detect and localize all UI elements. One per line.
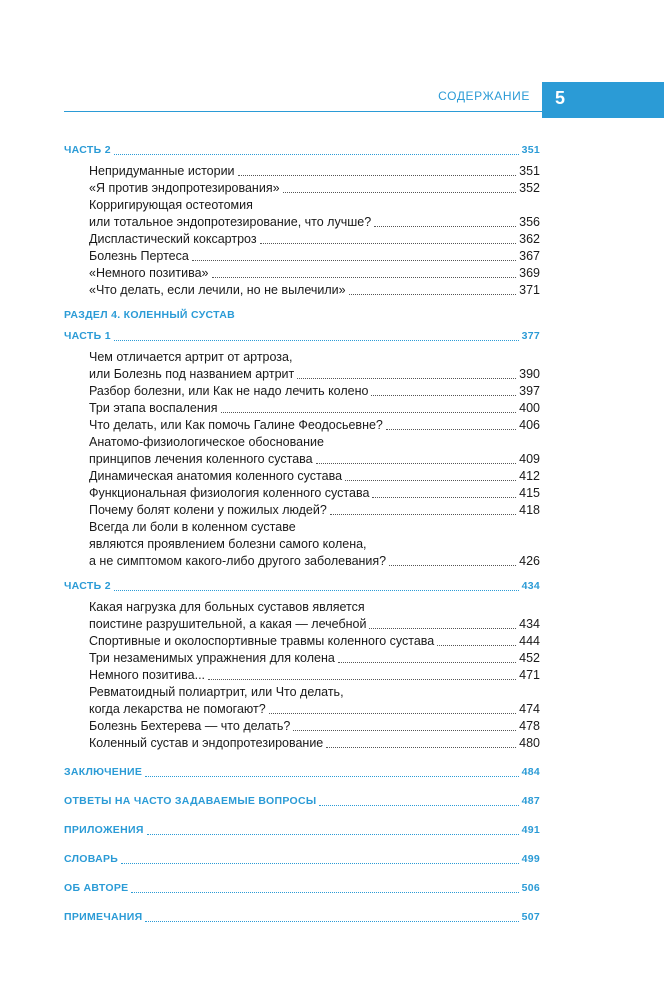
chapter-title: ПРИЛОЖЕНИЯ (64, 824, 144, 836)
dot-leader (297, 378, 516, 379)
entry-page: 434 (519, 617, 540, 631)
toc-entry[interactable] (64, 282, 540, 299)
chapter-page: 507 (521, 911, 540, 923)
toc-chapter-glossary[interactable] (64, 851, 540, 868)
entry-page: 390 (519, 367, 540, 381)
toc-part-2[interactable] (64, 578, 540, 595)
toc-entry[interactable] (64, 701, 540, 718)
entry-title: «Что делать, если лечили, но не вылечили» (89, 283, 346, 297)
entry-title: Три незаменимых упражнения для колена (89, 651, 335, 665)
entry-page: 371 (519, 283, 540, 297)
entry-title: а не симптомом какого-либо другого заболевания? (89, 554, 387, 568)
dot-leader (369, 628, 516, 629)
dot-leader (238, 175, 517, 176)
chapter-page: 491 (521, 824, 540, 836)
toc-entry[interactable] (64, 650, 540, 667)
toc-entry[interactable] (64, 180, 540, 197)
entry-title-line: Ревматоидный полиартрит, или Что делать, (89, 685, 344, 699)
dot-leader (326, 747, 516, 748)
dot-leader (121, 863, 518, 864)
toc-entry[interactable] (64, 417, 540, 434)
entry-title: Непридуманные истории (89, 164, 235, 178)
entry-page: 418 (519, 503, 540, 517)
entry-title: Болезнь Бехтерева — что делать? (89, 719, 291, 733)
entry-title: или Болезнь под названием артрит (89, 367, 295, 381)
entry-title: Диспластический коксартроз (89, 232, 257, 246)
chapter-title: ПРИМЕЧАНИЯ (64, 911, 143, 923)
page-number: 5 (555, 88, 566, 108)
dot-leader (349, 294, 517, 295)
entry-page: 351 (519, 164, 540, 178)
entry-page: 362 (519, 232, 540, 246)
dot-leader (389, 565, 516, 566)
part-page: 377 (521, 330, 540, 342)
toc-entry[interactable] (64, 553, 540, 570)
dot-leader (260, 243, 517, 244)
dot-leader (114, 154, 519, 155)
toc-part-2[interactable] (64, 142, 540, 159)
toc-entry[interactable] (64, 214, 540, 231)
toc-entry[interactable] (64, 383, 540, 400)
toc-entry[interactable] (64, 366, 540, 383)
entry-page: 471 (519, 668, 540, 682)
entry-title: Динамическая анатомия коленного сустава (89, 469, 343, 483)
entry-title: «Немного позитива» (89, 266, 209, 280)
toc-part-1[interactable] (64, 328, 540, 345)
dot-leader (145, 921, 518, 922)
entry-title: Что делать, или Как помочь Галине Феодосьевне? (89, 418, 383, 432)
entry-title: Спортивные и околоспортивные травмы коленного сустава (89, 634, 435, 648)
toc-chapter-about-author[interactable] (64, 880, 540, 897)
dot-leader (283, 192, 517, 193)
chapter-page: 499 (521, 853, 540, 865)
part-page: 351 (521, 144, 540, 156)
dot-leader (145, 776, 518, 777)
entry-page: 409 (519, 452, 540, 466)
toc-entry[interactable] (64, 451, 540, 468)
toc-entry[interactable] (64, 163, 540, 180)
toc-entry[interactable] (64, 718, 540, 735)
entry-title: Почему болят колени у пожилых людей? (89, 503, 327, 517)
entry-page: 369 (519, 266, 540, 280)
toc-entry[interactable] (64, 485, 540, 502)
entry-page: 415 (519, 486, 540, 500)
entry-page: 400 (519, 401, 540, 415)
part-title: ЧАСТЬ 1 (64, 330, 111, 342)
dot-leader (371, 395, 516, 396)
entry-title: Функциональная физиология коленного сустава (89, 486, 370, 500)
chapter-page: 487 (521, 795, 540, 807)
chapter-page: 484 (521, 766, 540, 778)
entry-title: Три этапа воспаления (89, 401, 218, 415)
entry-page: 480 (519, 736, 540, 750)
table-of-contents (64, 142, 540, 926)
dot-leader (114, 340, 519, 341)
section-title[interactable]: РАЗДЕЛ 4. КОЛЕННЫЙ СУСТАВ (64, 309, 235, 321)
entry-page: 406 (519, 418, 540, 432)
entry-title: Разбор болезни, или Как не надо лечить колено (89, 384, 369, 398)
entry-page: 444 (519, 634, 540, 648)
toc-entry[interactable] (64, 468, 540, 485)
toc-entry[interactable] (64, 400, 540, 417)
chapter-page: 506 (521, 882, 540, 894)
entry-title: Коленный сустав и эндопротезирование (89, 736, 324, 750)
dot-leader (114, 590, 519, 591)
part-page: 434 (521, 580, 540, 592)
toc-chapter-conclusion[interactable] (64, 764, 540, 781)
dot-leader (345, 480, 516, 481)
header-rule (64, 111, 542, 112)
dot-leader (192, 260, 516, 261)
toc-chapter-appendices[interactable] (64, 822, 540, 839)
chapter-title: ОБ АВТОРЕ (64, 882, 129, 894)
dot-leader (131, 892, 518, 893)
toc-entry[interactable] (64, 667, 540, 684)
dot-leader (374, 226, 516, 227)
toc-entry[interactable] (64, 616, 540, 633)
part-title: ЧАСТЬ 2 (64, 144, 111, 156)
dot-leader (316, 463, 517, 464)
running-header: СОДЕРЖАНИЕ (438, 89, 530, 103)
entry-page: 356 (519, 215, 540, 229)
entry-page: 452 (519, 651, 540, 665)
chapter-title: ЗАКЛЮЧЕНИЕ (64, 766, 143, 778)
toc-chapter-faq[interactable] (64, 793, 540, 810)
entry-page: 478 (519, 719, 540, 733)
entry-title: когда лекарства не помогают? (89, 702, 266, 716)
entry-title: Болезнь Пертеса (89, 249, 189, 263)
dot-leader (319, 805, 518, 806)
entry-page: 474 (519, 702, 540, 716)
entry-title: или тотальное эндопротезирование, что лучше? (89, 215, 372, 229)
entry-title: Немного позитива... (89, 668, 206, 682)
entry-title-line: Анатомо-физиологическое обоснование (89, 435, 324, 449)
toc-entry[interactable] (64, 231, 540, 248)
dot-leader (293, 730, 516, 731)
entry-title: «Я против эндопротезирования» (89, 181, 280, 195)
dot-leader (221, 412, 517, 413)
entry-page: 426 (519, 554, 540, 568)
dot-leader (269, 713, 516, 714)
entry-title-line: Всегда ли боли в коленном суставе (89, 520, 296, 534)
entry-page: 397 (519, 384, 540, 398)
dot-leader (437, 645, 516, 646)
chapter-title: ОТВЕТЫ НА ЧАСТО ЗАДАВАЕМЫЕ ВОПРОСЫ (64, 795, 317, 807)
page-number-box (542, 82, 664, 118)
entry-title: поистине разрушительной, а какая — лечебной (89, 617, 367, 631)
entry-page: 352 (519, 181, 540, 195)
dot-leader (147, 834, 519, 835)
toc-entry[interactable] (64, 502, 540, 519)
entry-title-line: Чем отличается артрит от артроза, (89, 350, 293, 364)
entry-page: 412 (519, 469, 540, 483)
entry-title-line: являются проявлением болезни самого колена, (89, 537, 367, 551)
toc-entry[interactable] (64, 633, 540, 650)
entry-title-line: Корригирующая остеотомия (89, 198, 253, 212)
dot-leader (330, 514, 516, 515)
dot-leader (338, 662, 516, 663)
toc-entry[interactable] (64, 248, 540, 265)
dot-leader (386, 429, 516, 430)
dot-leader (372, 497, 516, 498)
part-title: ЧАСТЬ 2 (64, 580, 111, 592)
toc-chapter-notes[interactable] (64, 909, 540, 926)
dot-leader (208, 679, 516, 680)
dot-leader (212, 277, 517, 278)
entry-page: 367 (519, 249, 540, 263)
toc-entry[interactable] (64, 735, 540, 752)
chapter-title: СЛОВАРЬ (64, 853, 119, 865)
entry-title: принципов лечения коленного сустава (89, 452, 313, 466)
entry-title-line: Какая нагрузка для больных суставов является (89, 600, 365, 614)
toc-entry[interactable] (64, 265, 540, 282)
